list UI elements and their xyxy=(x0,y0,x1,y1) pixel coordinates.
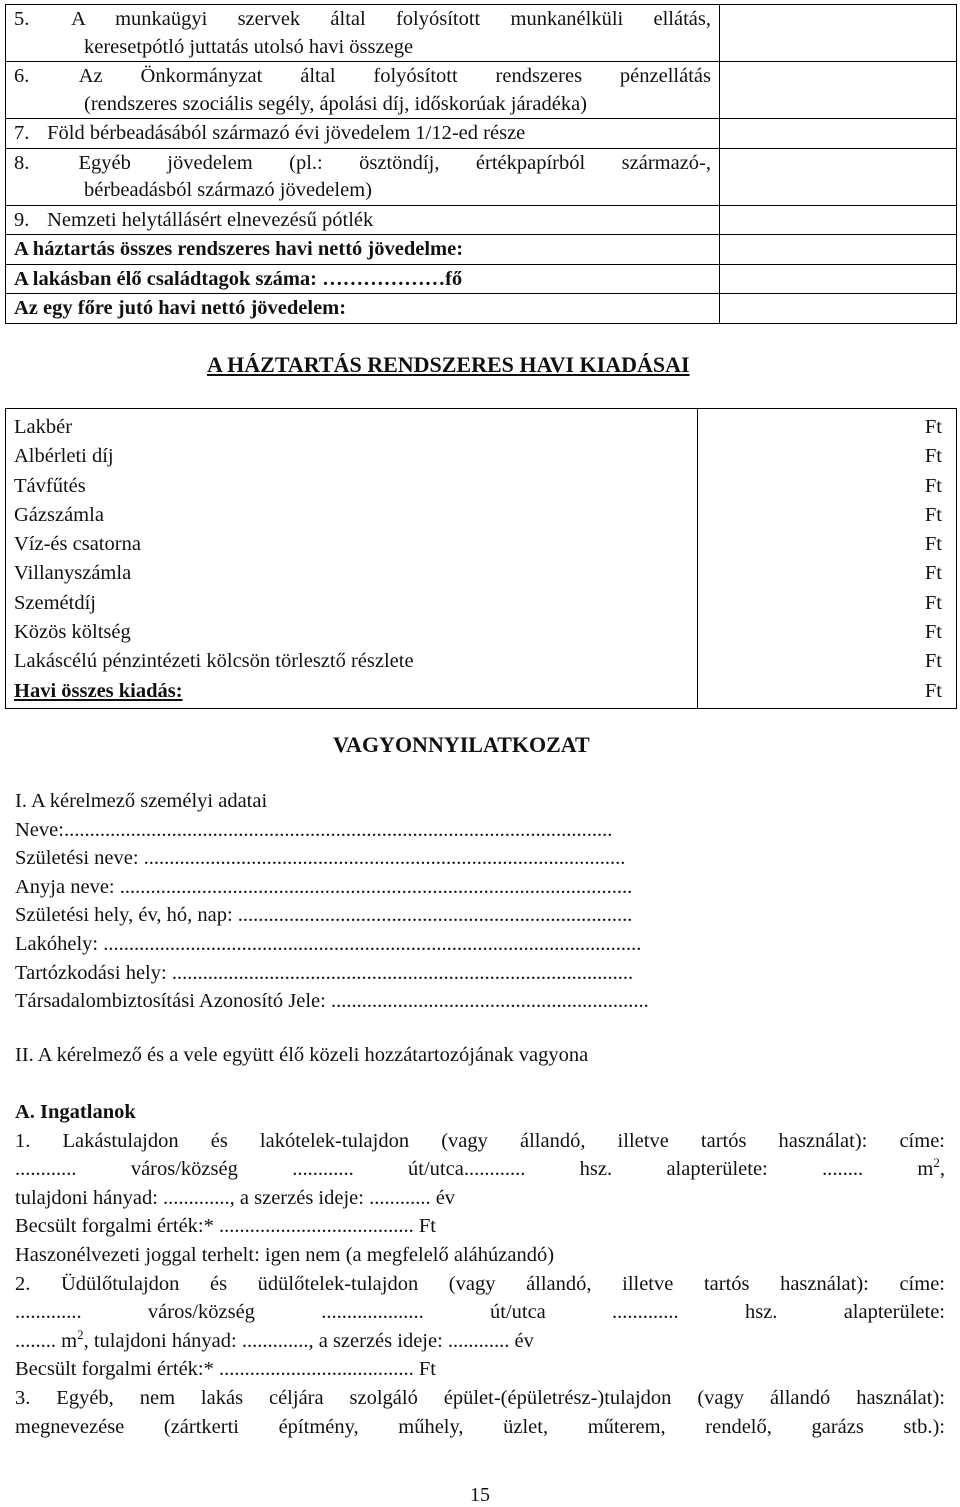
paragraph-line: Becsült forgalmi érték:* ...................................... Ft xyxy=(15,1215,436,1238)
table-row xyxy=(6,294,957,324)
field-mother-name[interactable]: Anyja neve: .................................................................................................... xyxy=(15,875,633,898)
currency-label: Ft xyxy=(924,503,942,526)
field-ssn[interactable]: Társadalombiztosítási Azonosító Jele: .............................................................. xyxy=(15,990,649,1013)
currency-label: Ft xyxy=(924,533,942,556)
income-item-5 xyxy=(6,5,720,62)
field-residence[interactable]: Lakóhely: ......................................................................................................... xyxy=(15,932,642,955)
currency-label: Ft xyxy=(924,416,942,438)
table-row xyxy=(6,205,957,235)
income-total-label: A háztartás összes rendszeres havi nettó jövedelme: xyxy=(6,235,720,265)
expense-item: Albérleti díj xyxy=(14,445,114,468)
item-text-cont: bérbeadásból származó jövedelem) xyxy=(84,179,373,201)
per-capita-label: Az egy főre jutó havi nettó jövedelem: xyxy=(6,294,720,324)
item-text: Föld bérbeadásából származó évi jövedelem 1/12-ed része xyxy=(47,122,526,144)
item-number: 8. xyxy=(14,151,30,174)
paragraph-line: tulajdoni hányad: ............., a szerzés ideje: ............ év xyxy=(15,1186,456,1209)
currency-label: Ft xyxy=(924,650,942,673)
item-text-cont: keresetpótló juttatás utolsó havi összege xyxy=(84,35,414,58)
expense-labels xyxy=(6,409,698,709)
expense-item: Szemétdíj xyxy=(14,591,96,614)
expense-item: Gázszámla xyxy=(14,503,104,526)
paragraph-line: ............. város/község .................... út/utca ............. hsz. alapterülete: xyxy=(15,1301,945,1324)
item-number: 5. xyxy=(14,8,30,30)
income-item-8 xyxy=(6,148,720,205)
members-count-label: A lakásban élő családtagok száma: ………………fő xyxy=(6,264,720,294)
income-item-9 xyxy=(6,205,720,235)
table-row xyxy=(6,119,957,149)
page-number: 15 xyxy=(470,1484,490,1506)
item-text: A munkaügyi szervek által folyósított munkanélküli ellátás, xyxy=(71,8,711,30)
field-stay-address[interactable]: Tartózkodási hely: .......................................................................................... xyxy=(15,961,634,984)
table-row xyxy=(6,148,957,205)
item-text: Nemzeti helytállásért elnevezésű pótlék xyxy=(47,208,374,231)
paragraph-line: Becsült forgalmi érték:* ...................................... Ft xyxy=(15,1358,436,1381)
table-row xyxy=(6,264,957,294)
real-estate-section xyxy=(15,1098,945,1441)
currency-label: Ft xyxy=(924,591,942,614)
income-item-7 xyxy=(6,119,720,149)
item-text: Az Önkormányzat által folyósított rendszeres pénzellátás xyxy=(78,65,711,87)
expenses-table xyxy=(5,408,957,709)
expense-total-label: Havi összes kiadás: xyxy=(14,679,183,702)
expense-item: Távfűtés xyxy=(14,474,86,497)
item-number: 7. xyxy=(14,122,30,144)
item-text-cont: (rendszeres szociális segély, ápolási díj, időskorúak járadéka) xyxy=(84,92,588,115)
expense-amounts[interactable] xyxy=(698,409,957,709)
paragraph-line: 2. Üdülőtulajdon és üdülőtelek-tulajdon (vagy állandó, illetve tartós használat): címe: xyxy=(15,1272,945,1295)
expense-item: Lakbér xyxy=(14,416,73,438)
paragraph-line: 3. Egyéb, nem lakás céljára szolgáló épület-(épületrész-)tulajdon (vagy állandó használat): xyxy=(15,1386,945,1409)
paragraph-line: ........ $m^2$, tulajdoni hányad: ............., a szerzés ideje: ............ év xyxy=(15,1326,534,1352)
income-table xyxy=(5,4,957,324)
income-value-cell[interactable] xyxy=(720,5,957,62)
currency-label: Ft xyxy=(924,474,942,497)
currency-label: Ft xyxy=(924,562,942,585)
expense-item: Lakáscélú pénzintézeti kölcsön törlesztő részlete xyxy=(14,650,414,673)
table-row xyxy=(6,62,957,119)
field-birth-place-date[interactable]: Születési hely, év, hó, nap: ............................................................................. xyxy=(15,904,633,927)
income-total-cell[interactable] xyxy=(720,235,957,265)
item-text: Egyéb jövedelem (pl.: ösztöndíj, értékpapírból származó-, xyxy=(78,151,711,174)
paragraph-line: 1. Lakástulajdon és lakótelek-tulajdon (vagy állandó, illetve tartós használat): címe: xyxy=(15,1129,945,1152)
expense-item: Villanyszámla xyxy=(14,562,132,585)
section-heading: I. A kérelmező személyi adatai xyxy=(15,790,268,812)
currency-label: Ft xyxy=(924,621,942,644)
section-2-heading: II. A kérelmező és a vele együtt élő közeli hozzátartozójának vagyona xyxy=(15,1044,589,1066)
expense-item: Közös költség xyxy=(14,621,131,644)
income-value-cell[interactable] xyxy=(720,148,957,205)
personal-data-section xyxy=(15,787,945,1016)
income-value-cell[interactable] xyxy=(720,119,957,149)
item-number: 6. xyxy=(14,65,30,87)
income-value-cell[interactable] xyxy=(720,205,957,235)
document-page: 5. A munkaügyi szervek által folyósított munkanélküli ellátás, keresetpótló juttatás utolsó havi összege 6. Az Önkormányzat által folyósított rendszeres pénzellátás (rendszeres szociális segély, ápolási díj, időskorúak járadéka) 7. Föld bérbeadásából származó évi jövedelem 1/12-ed része 8. Egyéb jövedelem (pl.: ösztöndíj, értékpapírból származó-, bérbeadásból származó jövedelem) 9. Nemzeti helytállásért elnevezésű pótlék A háztartás összes rendszeres havi nettó jövedelme: A lakásban élő családtagok száma: ………………fő Az egy főre jutó havi nettó jövedelem: A HÁZTARTÁS RENDSZERES HAVI KIADÁSAI Lakbér Albérleti díj Távfűtés Gázszámla Víz-és csatorna Villanyszámla Szemétdíj Közös költség Lakáscélú pénzintézeti kölcsön törlesztő részlete Havi összes kiadás: Ft Ft Ft Ft Ft Ft Ft Ft Ft Ft VAGYONNYILATKOZAT I. A kérelmező személyi adatai Neve:........................................................................................................... Születési neve: .............................................................................................. Anyja neve: .................................................................................................... Születési hely, év, hó, nap: ............................................................................. Lakóhely: ......................................................................................................... Tartózkodási hely: .......................................................................................... Társadalombiztosítási Azonosító Jele: .............................................................. II. A kérelmező és a vele együtt élő közeli hozzátartozójának vagyona A. Ingatlanok 1. Lakástulajdon és lakótelek-tulajdon (vagy állandó, illetve tartós használat): címe: ............ város/község ............ út/utca............ hsz. alapterülete: ........ $m^2$, tulajdoni hányad: ............., a szerzés ideje: ............ év Becsült forgalmi érték:* ...................................... Ft Haszonélvezeti joggal terhelt: igen nem (a megfelelő aláhúzandó) 2. Üdülőtulajdon és üdülőtelek-tulajdon (vagy állandó, illetve tartós használat): címe: ............. város/község .................... út/utca ............. hsz. alapterülete: ........ $m^2$, tulajdoni hányad: ............., a szerzés ideje: ............ év Becsült forgalmi érték:* ...................................... Ft 3. Egyéb, nem lakás céljára szolgáló épület-(épületrész-)tulajdon (vagy állandó használat): megnevezése (zártkerti építmény, műhely, üzlet, műterem, rendelő, garázs stb.): 15 xyxy=(0,0,960,1507)
field-birth-name[interactable]: Születési neve: .............................................................................................. xyxy=(15,847,626,870)
item-number: 9. xyxy=(14,208,30,231)
per-capita-cell[interactable] xyxy=(720,294,957,324)
members-count-cell[interactable] xyxy=(720,264,957,294)
paragraph-line: megnevezése (zártkerti építmény, műhely, üzlet, műterem, rendelő, garázs stb.): xyxy=(15,1415,945,1438)
field-name[interactable]: Neve:........................................................................................................... xyxy=(15,818,613,841)
table-row xyxy=(6,5,957,62)
currency-label: Ft xyxy=(924,445,942,468)
expense-item: Víz-és csatorna xyxy=(14,533,141,556)
table-row xyxy=(6,235,957,265)
paragraph-line: Haszonélvezeti joggal terhelt: igen nem (a megfelelő aláhúzandó) xyxy=(15,1243,555,1266)
income-value-cell[interactable] xyxy=(720,62,957,119)
income-item-6 xyxy=(6,62,720,119)
currency-label: Ft xyxy=(924,679,942,702)
subsection-heading: A. Ingatlanok xyxy=(15,1101,136,1123)
paragraph-line: ............ város/község ............ út/utca............ hsz. alapterülete: ........ $m^2$, xyxy=(15,1155,945,1181)
